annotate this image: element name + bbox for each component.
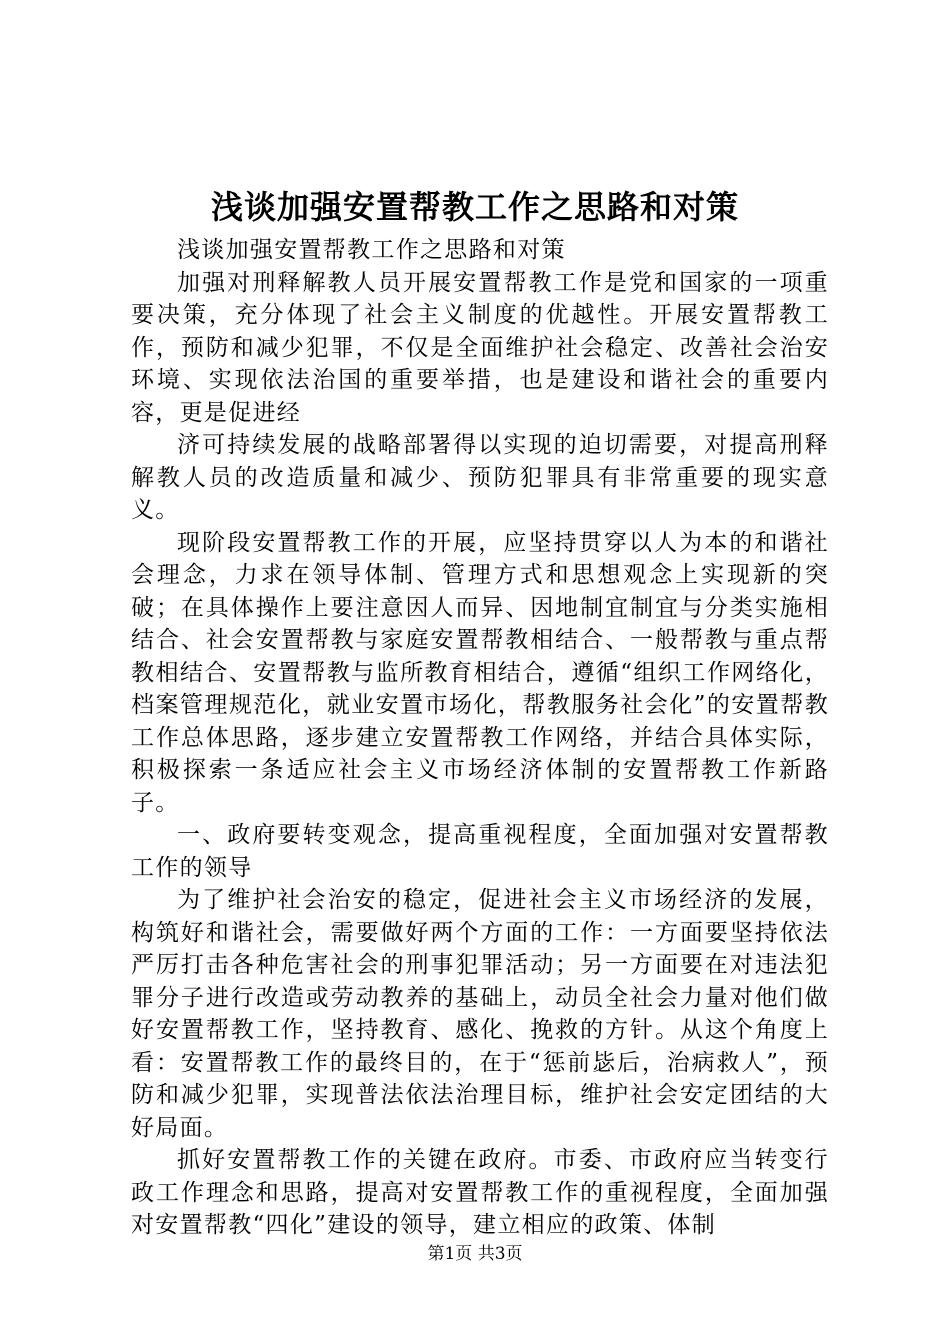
paragraph: 现阶段安置帮教工作的开展，应坚持贯穿以人为本的和谐社会理念，力求在领导体制、管理方式和思想观念上实现新的突破；在具体操作上要注意因人而异、因地制宜制宜与分类实施相结合、社会安置帮教与家庭安置帮教相结合、一般帮教与重点帮教相结合、安置帮教与监所教育相结合，遵循“组织工作网络化，档案管理规范化，就业安置市场化，帮教服务社会化”的安置帮教工作总体思路，逐步建立安置帮教工作网络，并结合具体实际，积极探索一条适应社会主义市场经济体制的安置帮教工作新路子。 — [131, 529, 829, 816]
document-body — [131, 234, 829, 1242]
paragraph-subtitle: 浅谈加强安置帮教工作之思路和对策 — [177, 237, 566, 263]
paragraph: 抓好安置帮教工作的关键在政府。市委、市政府应当转变行政工作理念和思路，提高对安置帮教工作的重视程度，全面加强对安置帮教“四化”建设的领导，建立相应的政策、体制 — [131, 1147, 829, 1238]
page-footer: 第1页 共3页 — [427, 1244, 523, 1264]
document-title: 浅谈加强安置帮教工作之思路和对策 — [210, 188, 739, 226]
paragraph: 为了维护社会治安的稳定，促进社会主义市场经济的发展，构筑好和谐社会，需要做好两个方面的工作：一方面要坚持依法严厉打击各种危害社会的刑事犯罪活动；另一方面要在对违法犯罪分子进行改造或劳动教养的基础上，动员全社会力量对他们做好安置帮教工作，坚持教育、感化、挽救的方针。从这个角度上看：安置帮教工作的最终目的，在于“惩前毖后，治病救人”，预防和减少犯罪，实现普法依法治理目标，维护社会安定团结的大好局面。 — [131, 887, 829, 1141]
paragraph: 济可持续发展的战略部署得以实现的迫切需要，对提高刑释解教人员的改造质量和减少、预防犯罪具有非常重要的现实意义。 — [131, 432, 829, 523]
paragraph: 加强对刑释解教人员开展安置帮教工作是党和国家的一项重要决策，充分体现了社会主义制度的优越性。开展安置帮教工作，预防和减少犯罪，不仅是全面维护社会稳定、改善社会治安环境、实现依法治国的重要举措，也是建设和谐社会的重要内容，更是促进经 — [131, 269, 829, 426]
section-heading: 一、政府要转变观念，提高重视程度，全面加强对安置帮教工作的领导 — [131, 822, 829, 881]
